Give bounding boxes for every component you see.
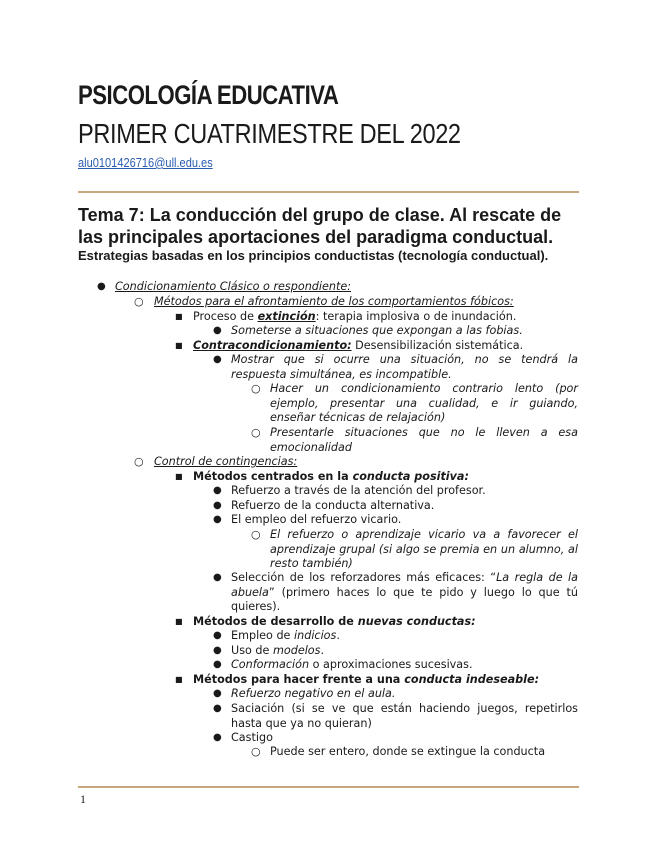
outline-item-undesired-2: Saciación (si se ve que están haciendo juegos, repetirlos hasta que ya no quieran) xyxy=(231,702,578,730)
outline-item-counterconditioning-b: Presentarle situaciones que no le lleven a esa emocionalidad xyxy=(270,426,578,454)
outline-item-positive: Métodos centrados en la conducta positiva: xyxy=(193,470,469,483)
bullet-disc-icon: ● xyxy=(213,703,222,714)
outline-item-positive-1: Refuerzo a través de la atención del profesor. xyxy=(231,484,486,497)
page-number: 1 xyxy=(80,792,86,806)
bullet-disc-icon: ● xyxy=(213,325,222,336)
outline-item-positive-3: El empleo del refuerzo vicario. xyxy=(231,513,402,526)
outline-item-extinction: Proceso de extinción: terapia implosiva o de inundación. xyxy=(193,310,517,323)
outline-item-counterconditioning: Contracondicionamiento: Desensibilización sistemática. xyxy=(193,339,524,352)
bullet-disc-icon: ● xyxy=(213,645,222,656)
outline-item-counterconditioning-a: Hacer un condicionamiento contrario lento (por ejemplo, presentar una cualidad, e ir guiando, enseñar técnicas de relajación) xyxy=(270,382,578,425)
bullet-square-icon: ■ xyxy=(175,341,183,350)
outline-item-phobias: Métodos para el afrontamiento de los comportamientos fóbicos: xyxy=(154,295,514,308)
outline-item-contingencies: Control de contingencias: xyxy=(154,455,298,468)
bullet-disc-icon: ● xyxy=(213,514,222,525)
bullet-circle-icon: ○ xyxy=(251,745,261,758)
outline-item-new-3: Conformación o aproximaciones sucesivas. xyxy=(231,658,473,671)
bullet-square-icon: ■ xyxy=(175,675,183,684)
header-divider xyxy=(78,191,579,193)
outline-item-new-1: Empleo de indicios. xyxy=(231,629,340,642)
outline-item-undesired: Métodos para hacer frente a una conducta indeseable: xyxy=(193,673,540,686)
outline-item-extinction-detail: Someterse a situaciones que expongan a las fobias. xyxy=(231,324,523,337)
document-subtitle: PRIMER CUATRIMESTRE DEL 2022 xyxy=(78,118,461,149)
outline-item-undesired-3: Castigo xyxy=(231,731,273,744)
bullet-disc-icon: ● xyxy=(213,572,222,583)
bullet-circle-icon: ○ xyxy=(251,528,261,541)
topic-strategies: Estrategias basadas en los principios conductistas (tecnología conductual). xyxy=(78,248,549,263)
bullet-circle-icon: ○ xyxy=(251,426,261,439)
bullet-disc-icon: ● xyxy=(213,485,222,496)
bullet-square-icon: ■ xyxy=(175,472,183,481)
outline-item-new-2: Uso de modelos. xyxy=(231,644,325,657)
bullet-disc-icon: ● xyxy=(97,281,106,292)
bullet-circle-icon: ○ xyxy=(134,455,144,468)
bullet-disc-icon: ● xyxy=(213,659,222,670)
bullet-square-icon: ■ xyxy=(175,617,183,626)
outline-item-positive-3a: El refuerzo o aprendizaje vicario va a favorecer el aprendizaje grupal (si algo se premia en un alumno, al resto también) xyxy=(270,528,578,571)
outline-item-positive-2: Refuerzo de la conducta alternativa. xyxy=(231,499,435,512)
topic-title: Tema 7: La conducción del grupo de clase. Al rescate de las principales aportaciones del paradigma conductual. xyxy=(78,205,562,247)
bullet-disc-icon: ● xyxy=(213,500,222,511)
bullet-disc-icon: ● xyxy=(213,732,222,743)
outline-item-counterconditioning-detail: Mostrar que si ocurre una situación, no se tendrá la respuesta simultánea, es incompatible. xyxy=(231,353,578,381)
outline-item-undesired-1: Refuerzo negativo en el aula. xyxy=(231,687,396,700)
bullet-square-icon: ■ xyxy=(175,312,183,321)
bullet-circle-icon: ○ xyxy=(251,382,261,395)
email-link[interactable]: alu0101426716@ull.edu.es xyxy=(78,155,213,170)
outline-item-positive-4: Selección de los reforzadores más eficaces: “La regla de la abuela” (primero haces lo que te pido y luego lo que tú quieres). xyxy=(231,571,578,614)
outline-item-classical: Condicionamiento Clásico o respondiente: xyxy=(115,280,352,293)
outline-item-new-behaviours: Métodos de desarrollo de nuevas conductas: xyxy=(193,615,476,628)
outline-item-undesired-3a: Puede ser entero, donde se extingue la conducta xyxy=(270,745,546,758)
bullet-circle-icon: ○ xyxy=(134,295,144,308)
document-title: PSICOLOGÍA EDUCATIVA xyxy=(78,80,339,110)
bullet-disc-icon: ● xyxy=(213,630,222,641)
bullet-disc-icon: ● xyxy=(213,688,222,699)
bullet-disc-icon: ● xyxy=(213,354,222,365)
footer-divider xyxy=(78,786,579,788)
